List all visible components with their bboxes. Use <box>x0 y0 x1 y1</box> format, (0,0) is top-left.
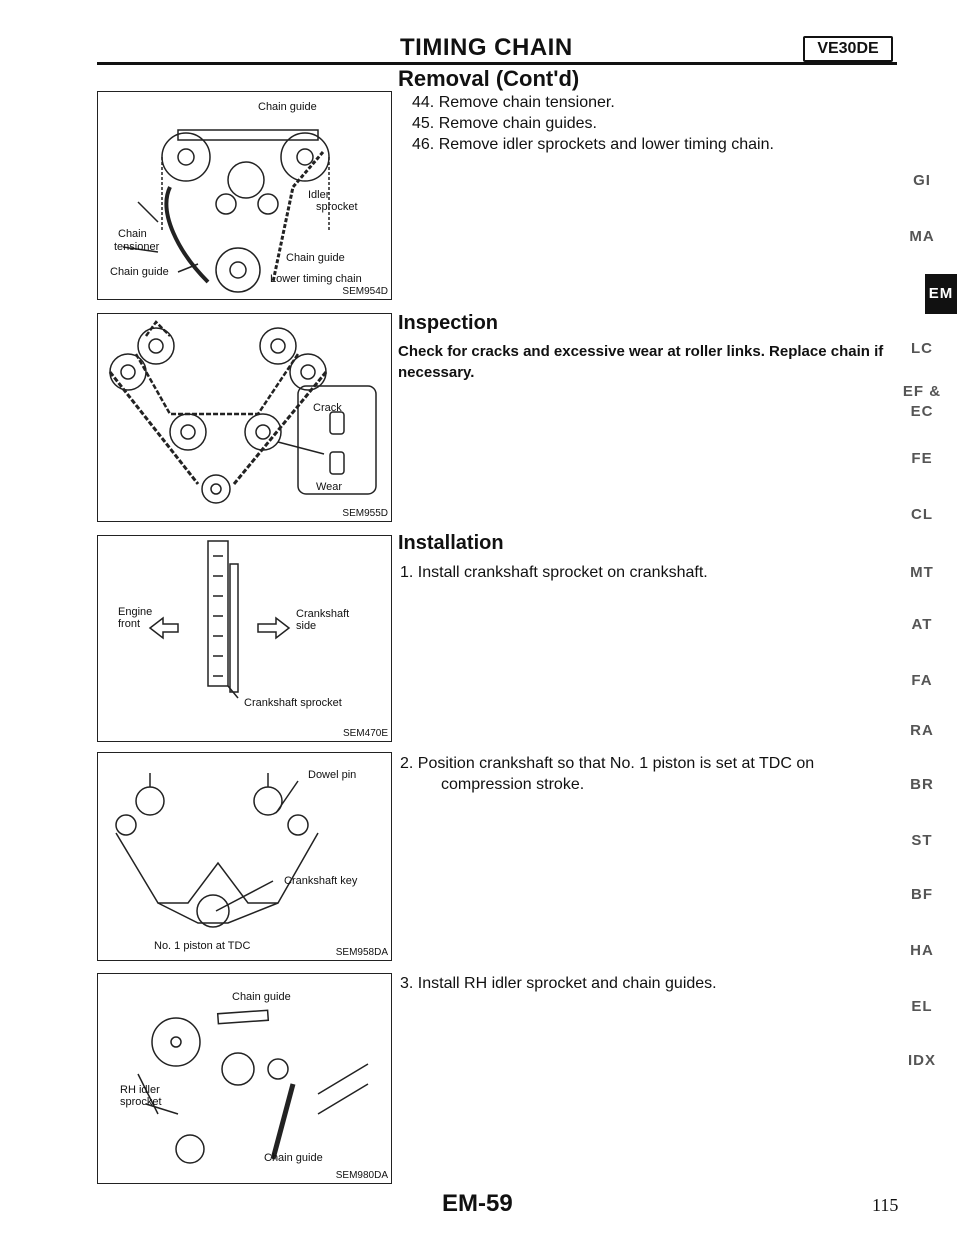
label-no1-piston-tdc: No. 1 piston at TDC <box>154 940 251 952</box>
label-lower-timing-chain: Lower timing chain <box>270 273 362 285</box>
label-side: side <box>296 620 317 632</box>
side-tab-ec[interactable]: EC <box>910 403 934 420</box>
figure-crankshaft-sprocket <box>97 535 392 742</box>
label-chain-guide-right: Chain guide <box>286 252 345 264</box>
removal-step-44: 44. Remove chain tensioner. <box>412 94 615 111</box>
removal-step-45: 45. Remove chain guides. <box>412 115 597 132</box>
label-crankshaft: Crankshaft <box>296 608 350 620</box>
crank-sprocket <box>216 248 260 292</box>
engine-front-arrow <box>150 618 178 638</box>
label-chain-guide: Chain guide <box>258 101 317 113</box>
label-sprocket: sprocket <box>316 201 358 213</box>
figure-rh-idler-sprocket <box>97 973 392 1184</box>
side-tab-ha[interactable]: HA <box>910 942 934 959</box>
crank-circle <box>197 895 229 927</box>
figure-code: SEM958DA <box>335 947 388 958</box>
inspection-heading: Inspection <box>398 312 499 334</box>
side-tab-mt[interactable]: MT <box>910 564 934 581</box>
side-tab-gi[interactable]: GI <box>913 172 931 189</box>
installation-step-2-line1: 2. Position crankshaft so that No. 1 piston is set at TDC on <box>400 755 815 772</box>
tdc-illustration <box>98 753 391 960</box>
side-tab-idx[interactable]: IDX <box>907 1052 936 1069</box>
label-crankshaft-key: Crankshaft key <box>284 875 358 887</box>
side-tab-em[interactable]: EM <box>925 274 957 314</box>
chain-inspection-illustration <box>98 314 391 521</box>
side-tab-el[interactable]: EL <box>911 998 933 1015</box>
label-engine: Engine <box>118 606 153 618</box>
upper-guide-shape <box>218 1010 269 1023</box>
label-crack: Crack <box>313 402 342 414</box>
label-chain-guide-bottom: Chain guide <box>264 1152 323 1164</box>
removal-step-46: 46. Remove idler sprockets and lower timing chain. <box>412 136 774 153</box>
label-front: front <box>118 618 141 630</box>
rh-idler-illustration <box>98 974 391 1183</box>
label-dowel-pin: Dowel pin <box>308 769 357 781</box>
side-tab-bf[interactable]: BF <box>911 886 933 903</box>
side-tab-fe[interactable]: FE <box>911 450 933 467</box>
page-title: TIMING CHAIN <box>400 34 573 61</box>
label-idler: Idler <box>308 189 330 201</box>
label-rh-idler: RH idler <box>120 1084 160 1096</box>
installation-step-1: 1. Install crankshaft sprocket on crankshaft. <box>400 564 708 581</box>
removal-heading: Removal (Cont'd) <box>398 66 580 91</box>
figure-code: SEM470E <box>342 728 388 739</box>
lower-guide-shape <box>273 1084 293 1159</box>
installation-step-2-line2: compression stroke. <box>441 776 585 793</box>
label-chain: Chain <box>118 228 147 240</box>
label-chain-guide-left: Chain guide <box>110 266 169 278</box>
figure-chain-inspection <box>97 313 392 522</box>
side-tab-at[interactable]: AT <box>911 616 933 633</box>
label-tensioner: tensioner <box>114 241 160 253</box>
figure-code: SEM980DA <box>335 1170 388 1181</box>
side-tab-lc[interactable]: LC <box>911 340 933 357</box>
crankshaft-side-arrow <box>258 618 289 638</box>
side-tab-st[interactable]: ST <box>911 832 933 849</box>
crankshaft-sprocket-illustration <box>98 536 391 741</box>
installation-step-3: 3. Install RH idler sprocket and chain guides. <box>400 975 717 992</box>
header-rule <box>97 62 897 65</box>
figure-code: SEM955D <box>342 508 388 519</box>
figure-timing-chain-removal <box>97 91 392 300</box>
label-crankshaft-sprocket: Crankshaft sprocket <box>244 697 342 709</box>
side-tab-cl[interactable]: CL <box>911 506 933 523</box>
figure-code: SEM954D <box>342 286 388 297</box>
label-wear: Wear <box>316 481 343 493</box>
page-number: 115 <box>872 1195 899 1215</box>
side-tab-br[interactable]: BR <box>910 776 934 793</box>
side-tab-ra[interactable]: RA <box>910 722 934 739</box>
label-sprocket: sprocket <box>120 1096 162 1108</box>
section-page-number: EM-59 <box>442 1190 513 1217</box>
sprocket-profile <box>208 541 228 686</box>
installation-heading: Installation <box>398 532 504 554</box>
side-tab-ef[interactable]: EF & <box>902 383 942 400</box>
chain-links <box>110 372 326 484</box>
side-tab-fa[interactable]: FA <box>911 672 933 689</box>
inspection-note: Check for cracks and excessive wear at roller links. Replace chain if necessary. <box>398 343 884 381</box>
figure-tdc-position <box>97 752 392 961</box>
side-tab-ma[interactable]: MA <box>909 228 935 245</box>
engine-code-badge: VE30DE <box>803 36 893 62</box>
label-chain-guide-top: Chain guide <box>232 991 291 1003</box>
